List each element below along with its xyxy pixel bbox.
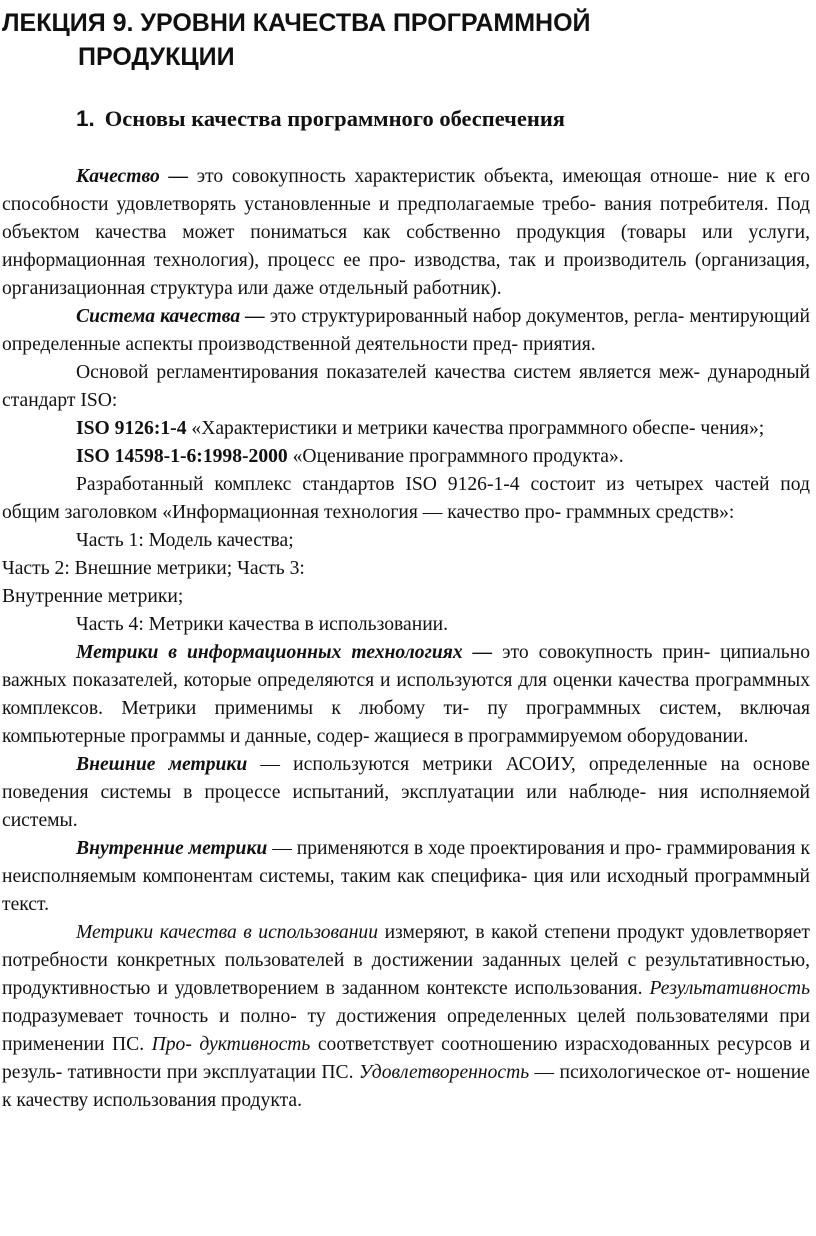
list-item-part-1: Часть 1: Модель качества; [76,530,294,551]
paragraph-iso-14598: ISO 14598-1-6:1998-2000 «Оценивание программного продукта». [76,446,624,467]
standard-code-9126: ISO 9126:1-4 [76,418,187,439]
list-item-part-2-3: Часть 2: Внешние метрики; Часть 3: [2,558,305,579]
paragraph-quality: Качество — это совокупность характеристик объекта, имеющая отноше- ние к его способности удовлетворять установленные и предполагаемые требо- вания потребителя. Под объектом качества может пониматься как собственно продукция (товары или услуги, информационная технология), процесс ее про- изводства, так и производитель (организация, организационная структура или даже отдельный работник). [2,166,810,299]
section-title: Основы качества программного обеспечения [104,106,565,131]
paragraph-external-metrics: Внешние метрики — используются метрики АСОИУ, определенные на основе поведения системы в процессе испытаний, эксплуатации или наблюде- ния исполняемой системы. [2,754,810,831]
term-it-metrics: Метрики в информационных технологиях — [76,642,493,663]
list-item-part-3-cont: Внутренние метрики; [2,586,184,607]
term-quality: Качество — [76,166,189,187]
paragraph-it-metrics: Метрики в информационных технологиях — это совокупность прин- ципиально важных показателей, которые определяются и используются для оценки качества программных комплексов. Метрики применимы к любому ти- пу программных систем, включая компьютерные программы и данные, содер- жащиеся в программируемом оборудовании. [2,642,810,747]
section-heading [76,104,565,134]
term-productivity: Про- дуктивность [151,1034,311,1055]
paragraph-internal-metrics: Внутренние метрики — применяются в ходе проектирования и про- граммирования к неисполняемым компонентам системы, таким как специфика- ция или исходный программный текст. [2,838,811,915]
paragraph-standards-complex: Разработанный комплекс стандартов ISO 9126-1-4 состоит из четырех частей под общим заголовком «Информационная технология — качество про- граммных средств»: [2,474,810,523]
document-body [2,163,810,1115]
paragraph-usage-metrics: Метрики качества в использовании измеряют, в какой степени продукт удовлетворяет потребности конкретных пользователей в достижении заданных целей с результативностью, продуктивностью и удовлетворением в заданном контексте использования. Результативность подразумевает точность и полно- ту достижения определенных целей пользователями при применении ПС. Про- дуктивность соответствует соотношению израсходованных ресурсов и резуль- тативности при эксплуатации ПС. Удовлетворенность — психологическое от- ношение к качеству использования продукта. [2,922,810,1111]
term-internal-metrics: Внутренние метрики [76,838,268,859]
standard-code-14598: ISO 14598-1-6:1998-2000 [76,446,288,467]
term-quality-system: Система качества — [76,306,265,327]
term-satisfaction: Удовлетворенность [358,1062,530,1083]
paragraph-quality-system: Система качества — это структурированный набор документов, регла- ментирующий определенные аспекты производственной деятельности пред- приятия. [2,306,811,355]
paragraph-iso-9126: ISO 9126:1-4 «Характеристики и метрики качества программного обеспе- чения»; [76,418,765,439]
list-item-part-4: Часть 4: Метрики качества в использовании. [76,614,449,635]
lecture-title [2,6,816,74]
term-usage-metrics: Метрики качества в использовании [76,922,379,943]
term-external-metrics: Внешние метрики [76,754,248,775]
title-line-1: ЛЕКЦИЯ 9. УРОВНИ КАЧЕСТВА ПРОГРАММНОЙ [2,9,591,37]
paragraph-iso-basis: Основой регламентирования показателей качества систем является меж- дународный стандарт ISO: [2,362,810,411]
title-line-2: ПРОДУКЦИИ [78,43,235,71]
term-effectiveness: Результативность [649,978,810,999]
section-number: 1. [76,106,95,131]
